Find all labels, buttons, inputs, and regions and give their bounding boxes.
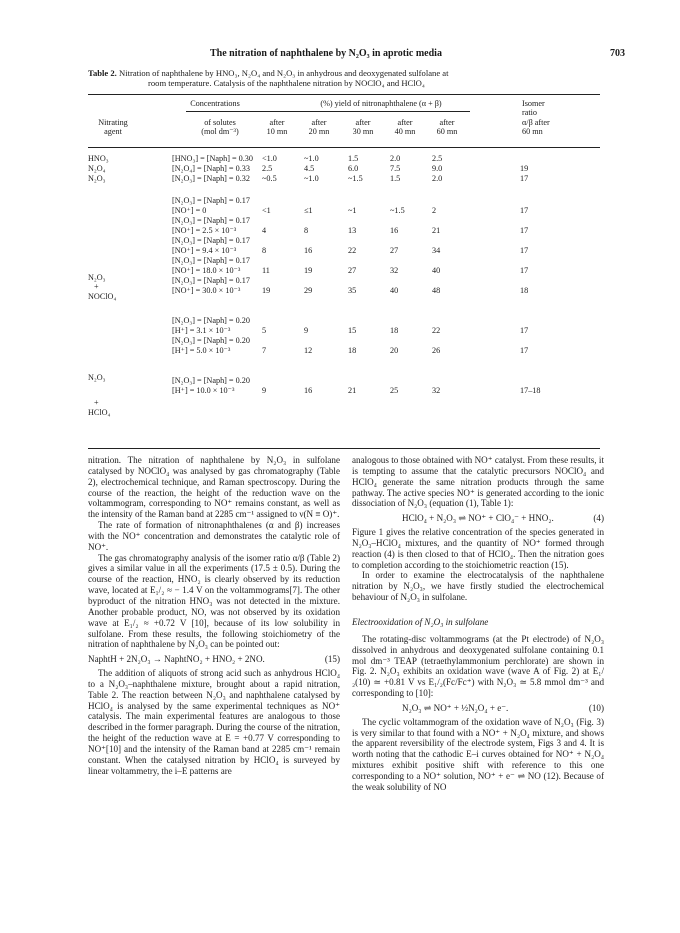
row-concentration: [N₂O₃] = [Naph] = 0.17 [172,256,250,265]
row-concentration: [N₂O₃] = [Naph] = 0.17 [172,236,250,245]
header-concentrations: Concentrations [190,99,240,108]
row-yield-value: 1.5 [348,154,359,163]
row-yield-value: 13 [348,225,357,235]
header-yield: (%) yield of nitronaphthalene (α + β) [320,99,442,108]
header-time-1: after 20 mn [308,118,330,137]
row-yield-value: 16 [390,225,399,235]
row-yield-value: 27 [348,265,357,275]
table-caption [88,68,608,89]
row-yield-value: ~1.5 [390,205,405,215]
row-yield-value: 21 [432,225,441,235]
row-yield-value: ~1.0 [304,154,319,163]
row-yield-value: 48 [432,285,441,295]
row-yield-value: 9.0 [432,164,443,173]
row-concentration: [H⁺] = 3.1 × 10⁻³ [172,325,231,335]
left-paragraph-1: nitration. The nitration of naphthalene by N₂O₃ in sulfolane catalysed by NOClO₄ was analysed by gas chromatography (Table 2), electrochemical technique, and Raman spectroscopy. During the course of the reaction, the height of the reduction wave on the voltammogram, corresponding to NO⁺ remains constant, as well as the intensity of the Raman band at 2285 cm⁻¹ assigned to ν(N ≡ O)⁺. [88,455,340,520]
row-yield-value: 40 [390,285,399,295]
right-paragraph-5: The cyclic voltammogram of the oxidation wave of N₂O₃ (Fig. 3) is very similar to that found with a NO⁺ + N₂O₄ mixture, and shows the apparent reversibility of the electrode system, Figs 3 and 4. It is worth noting that the cathodic E–i curves obtained for NO⁺ + N₂O₄ mixtures exhibit positive shift with reference to this one corresponding to a NO⁺ solution, NO⁺ + e⁻ ⇌ NO (12). Because of the weak solubility of NO [352,716,604,792]
row-yield-value: 4.5 [304,164,315,173]
row-agent: N₂O₃ [88,174,106,183]
row-isomer-ratio: 18 [520,285,529,295]
row-yield-value: 19 [304,265,313,275]
running-title: The nitration of naphthalene by N₂O₃ in aprotic media [210,48,442,59]
row-yield-value: 2.0 [432,174,443,183]
row-concentration: [N₂O₄] = [Naph] = 0.33 [172,164,250,173]
row-yield-value: ~0.5 [262,174,277,183]
row-yield-value: 16 [304,385,313,395]
row-isomer-ratio: 17 [520,265,529,275]
row-concentration: [N₂O₃] = [Naph] = 0.17 [172,196,250,205]
row-yield-value: 20 [390,345,399,355]
row-yield-value: 9 [304,325,309,335]
header-time-2: after 30 mn [352,118,374,137]
row-yield-value: 29 [304,285,313,295]
row-yield-value: 18 [348,345,357,355]
left-column [88,455,340,776]
row-concentration: [H⁺] = 10.0 × 10⁻³ [172,385,235,395]
row-yield-value: ~1.5 [348,174,363,183]
row-yield-value: ~1.0 [304,174,319,183]
left-paragraph-2: The rate of formation of nitronaphthalenes (α and β) increases with the NO⁺ concentration and demonstrates the catalytic role of NO⁺. [88,520,340,552]
row-yield-value: 1.5 [390,174,401,183]
row-agent: N₂O₄ [88,164,106,173]
row-yield-value: 8 [304,225,309,235]
row-concentration: [N₂O₃] = [Naph] = 0.32 [172,174,250,183]
row-yield-value: 22 [348,245,357,255]
header-time-4: after 60 mn [436,118,458,137]
row-yield-value: <1.0 [262,154,277,163]
row-yield-value: ≤1 [304,205,313,215]
left-paragraph-4: The addition of aliquots of strong acid such as anhydrous HClO₄ to a N₂O₃–naphthalene mixture, brought about a rapid nitration, Table 2. The reaction between N₂O₃ and naphthalene catalysed by HClO₄ is analysed by the same experimental techniques as NO⁺ catalysis. The main experimental features are analogous to those described in the former paragraph. During the course of the nitration, the height of the reduction wave at E = +0.77 V corresponding to NO⁺[10] and the intensity of the Raman band at 2285 cm⁻¹ remain constant. When the catalysed nitration by HClO₄ is surveyed by linear voltammetry, the i–E patterns are [88,668,340,776]
table-caption-line2: room temperature. Catalysis of the naphthalene nitration by NOClO₄ and HClO₄ [148,78,425,89]
row-concentration: [N₂O₃] = [Naph] = 0.17 [172,276,250,285]
row-yield-value: 16 [304,245,313,255]
row-yield-value: 2.5 [262,164,273,173]
row-concentration: [NO⁺] = 18.0 × 10⁻³ [172,265,241,275]
row-yield-value: 35 [348,285,357,295]
page-number: 703 [610,48,625,59]
row-isomer-ratio: 17 [520,174,529,183]
row-yield-value: 2 [432,205,437,215]
row-yield-value: ~1 [348,205,357,215]
row-concentration: [H⁺] = 5.0 × 10⁻³ [172,345,231,355]
row-yield-value: 11 [262,265,270,275]
right-paragraph-3: In order to examine the electrocatalysis of the naphthalene nitration by N₂O₃, we have firstly studied the electrochemical behaviour of N₂O₃ in sulfolane. [352,570,604,603]
row-yield-value: 2.5 [432,154,443,163]
group-label-nocl: N₂O₃ + NOClO₄ [88,273,117,301]
row-isomer-ratio: 17 [520,205,529,215]
header-solutes: of solutes (mol dm⁻³) [201,118,239,137]
row-yield-value: 9 [262,385,267,395]
right-column [352,455,604,793]
row-isomer-ratio: 17 [520,245,529,255]
row-yield-value: 34 [432,245,441,255]
right-paragraph-4: The rotating-disc voltammograms (at the Pt electrode) of N₂O₃ dissolved in anhydrous and deoxygenated sulfolane containing 0.1 mol dm⁻³ TEAP (tetraethylammonium perchlorate) are shown in Fig. 2. N₂O₃ exhibits an oxidation wave (wave A of Fig. 2) at E₁/₂(10) ≃ +0.81 V vs E₁/₂(Fc/Fc⁺) with N₂O₃ ≃ 5.8 mmol dm⁻³ and corresponding to [10]: [352,633,604,699]
equation-15: NaphtH + 2N₂O₃ → NaphtNO₂ + HNO₂ + 2NO. (15) [88,654,340,665]
row-concentration: [NO⁺] = 2.5 × 10⁻³ [172,225,237,235]
right-paragraph-1: analogous to those obtained with NO⁺ catalyst. From these results, it is tempting to assume that the catalytic precursors NOClO₄ and HClO₄ generate the same nitration products through the same pathway. The active species NO⁺ is generated according to the ionic dissociation of N₂O₃ (equation (1), Table 1): [352,455,604,509]
yield-header-rule [186,111,470,112]
row-concentration: [N₂O₃] = [Naph] = 0.17 [172,216,250,225]
header-agent: Nitrating agent [98,118,128,137]
table-top-rule [88,94,600,95]
right-paragraph-2: Figure 1 gives the relative concentration of the species generated in N₂O₃–HClO₄ mixtures, and the quantity of NO⁺ formed through reaction (4) is then closed to that of HClO₄. Then the nitration goes to completion according to the stoichiometric reaction (15). [352,527,604,570]
table-label: Table 2. [88,68,117,78]
row-yield-value: 7.5 [390,164,401,173]
row-concentration: [NO⁺] = 0 [172,205,207,215]
row-yield-value: 21 [348,385,357,395]
row-concentration: [N₂O₃] = [Naph] = 0.20 [172,376,250,385]
equation-10: N₂O₃ ⇌ NO⁺ + ½N₂O₄ + e⁻. (10) [402,702,604,713]
row-yield-value: 19 [262,285,271,295]
header-isomer: Isomer ratio α/β after 60 mn [522,99,550,136]
row-agent: HNO₃ [88,154,109,163]
row-yield-value: 25 [390,385,399,395]
row-concentration: [NO⁺] = 9.4 × 10⁻³ [172,245,237,255]
row-yield-value: 22 [432,325,441,335]
row-isomer-ratio: 17–18 [520,385,541,395]
equation-4: HClO₄ + N₂O₃ ⇌ NO⁺ + ClO₄⁻ + HNO₂. (4) [402,513,604,524]
row-concentration: [HNO₃] = [Naph] = 0.30 [172,154,253,163]
row-yield-value: 8 [262,245,267,255]
row-concentration: [N₂O₃] = [Naph] = 0.20 [172,336,250,345]
row-yield-value: 40 [432,265,441,275]
row-yield-value: 15 [348,325,357,335]
row-yield-value: <1 [262,205,271,215]
group-label-hcl: N₂O₃ + HClO₄ [88,373,111,417]
header-time-0: after 10 mn [266,118,288,137]
row-yield-value: 7 [262,345,267,355]
row-isomer-ratio: 19 [520,164,529,173]
row-isomer-ratio: 17 [520,325,529,335]
row-isomer-ratio: 17 [520,345,529,355]
row-yield-value: 27 [390,245,399,255]
table-bottom-rule [88,448,600,449]
row-yield-value: 4 [262,225,267,235]
row-yield-value: 26 [432,345,441,355]
section-heading: Electrooxidation of N₂O₃ in sulfolane [352,616,489,627]
table-header-rule [88,147,600,148]
row-yield-value: 5 [262,325,267,335]
row-yield-value: 18 [390,325,399,335]
row-yield-value: 2.0 [390,154,401,163]
row-concentration: [NO⁺] = 30.0 × 10⁻³ [172,285,241,295]
header-time-3: after 40 mn [394,118,416,137]
row-concentration: [N₂O₃] = [Naph] = 0.20 [172,316,250,325]
row-yield-value: 6.0 [348,164,359,173]
row-isomer-ratio: 17 [520,225,529,235]
left-paragraph-3: The gas chromatography analysis of the isomer ratio α/β (Table 2) gives a similar value in all the experiments (17.5 ± 0.5). During the course of the reaction, HNO₂ is clearly observed by its reduction wave, located at E₁/₂ ≈ − 1.4 V on the voltammograms[7]. The other byproduct of the nitration HNO₃ was not detected in the mixture. Another probable product, NO, was not observed by its oxidation wave at E₁/₂ ≈ +0.72 V [10], because of its low solubility in sulfolane. From these results, the following stoichiometry of the nitration of naphthalene by N₂O₃ can be pointed out: [88,552,340,650]
table-caption-line1: Nitration of naphthalene by HNO₃, N₂O₄ and N₂O₃ in anhydrous and deoxygenated sulfolane at [118,68,449,78]
row-yield-value: 32 [390,265,399,275]
row-yield-value: 12 [304,345,313,355]
row-yield-value: 32 [432,385,441,395]
